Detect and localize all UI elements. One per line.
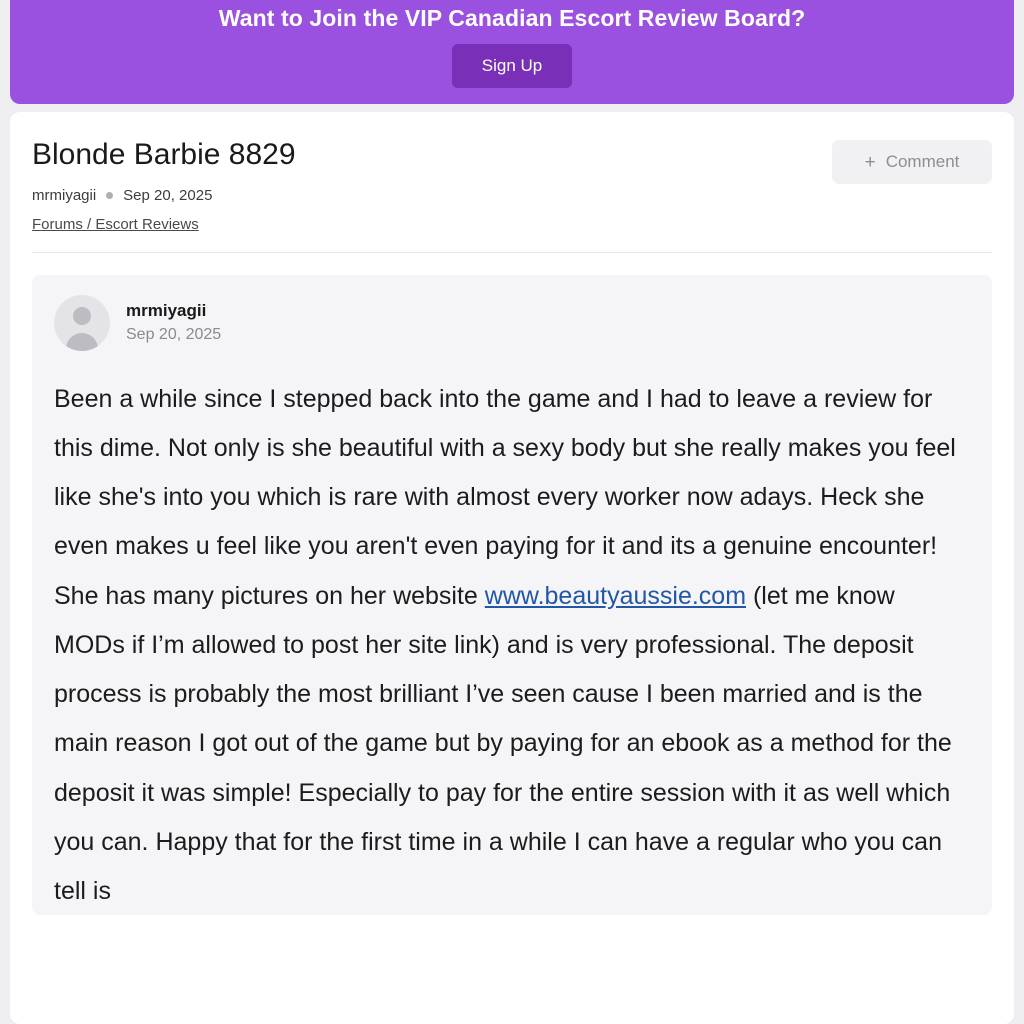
post-body bbox=[54, 375, 970, 915]
post-author-block bbox=[126, 301, 221, 344]
thread-header bbox=[10, 112, 1014, 253]
signup-button[interactable]: Sign Up bbox=[452, 44, 572, 88]
vip-promo-banner bbox=[10, 0, 1014, 104]
breadcrumb[interactable]: Forums / Escort Reviews bbox=[32, 215, 199, 233]
plus-icon: + bbox=[864, 151, 876, 173]
post-external-link[interactable]: www.beautyaussie.com bbox=[484, 581, 747, 610]
thread-date: Sep 20, 2025 bbox=[123, 186, 213, 204]
promo-headline: Want to Join the VIP Canadian Escort Review Board? bbox=[218, 5, 806, 31]
avatar[interactable] bbox=[54, 295, 110, 351]
thread-card bbox=[10, 112, 1014, 1024]
post-text-before-link: Been a while since I stepped back into the game and I had to leave a review for this dime. Not only is she beautiful with a sexy body but she really makes you feel like she's into you which is rare with almost every worker now adays. Heck she even makes u feel like you aren't even paying for it and its a genuine encounter! She has many pictures on her website bbox=[54, 384, 956, 610]
comment-button[interactable] bbox=[832, 140, 992, 184]
post-text-after-link: (let me know MODs if I’m allowed to post her site link) and is very professional. The deposit process is probably the most brilliant I’ve seen cause I been married and is the main reason I got out of the game but by paying for an ebook as a method for the deposit it was simple! Especially to pay for the entire session with it as well which you can. Happy that for the first time in a while I can have a regular who you can tell is bbox=[54, 581, 952, 905]
post-author: mrmiyagii bbox=[126, 301, 207, 320]
post-container bbox=[32, 275, 992, 915]
comment-button-label: Comment bbox=[885, 152, 960, 171]
thread-meta bbox=[32, 187, 992, 204]
header-divider bbox=[32, 252, 992, 253]
thread-author: mrmiyagii bbox=[32, 186, 97, 204]
post-header bbox=[54, 295, 970, 351]
meta-separator-dot bbox=[106, 192, 113, 199]
page-title: Blonde Barbie 8829 bbox=[32, 138, 296, 171]
post-date: Sep 20, 2025 bbox=[126, 326, 222, 343]
